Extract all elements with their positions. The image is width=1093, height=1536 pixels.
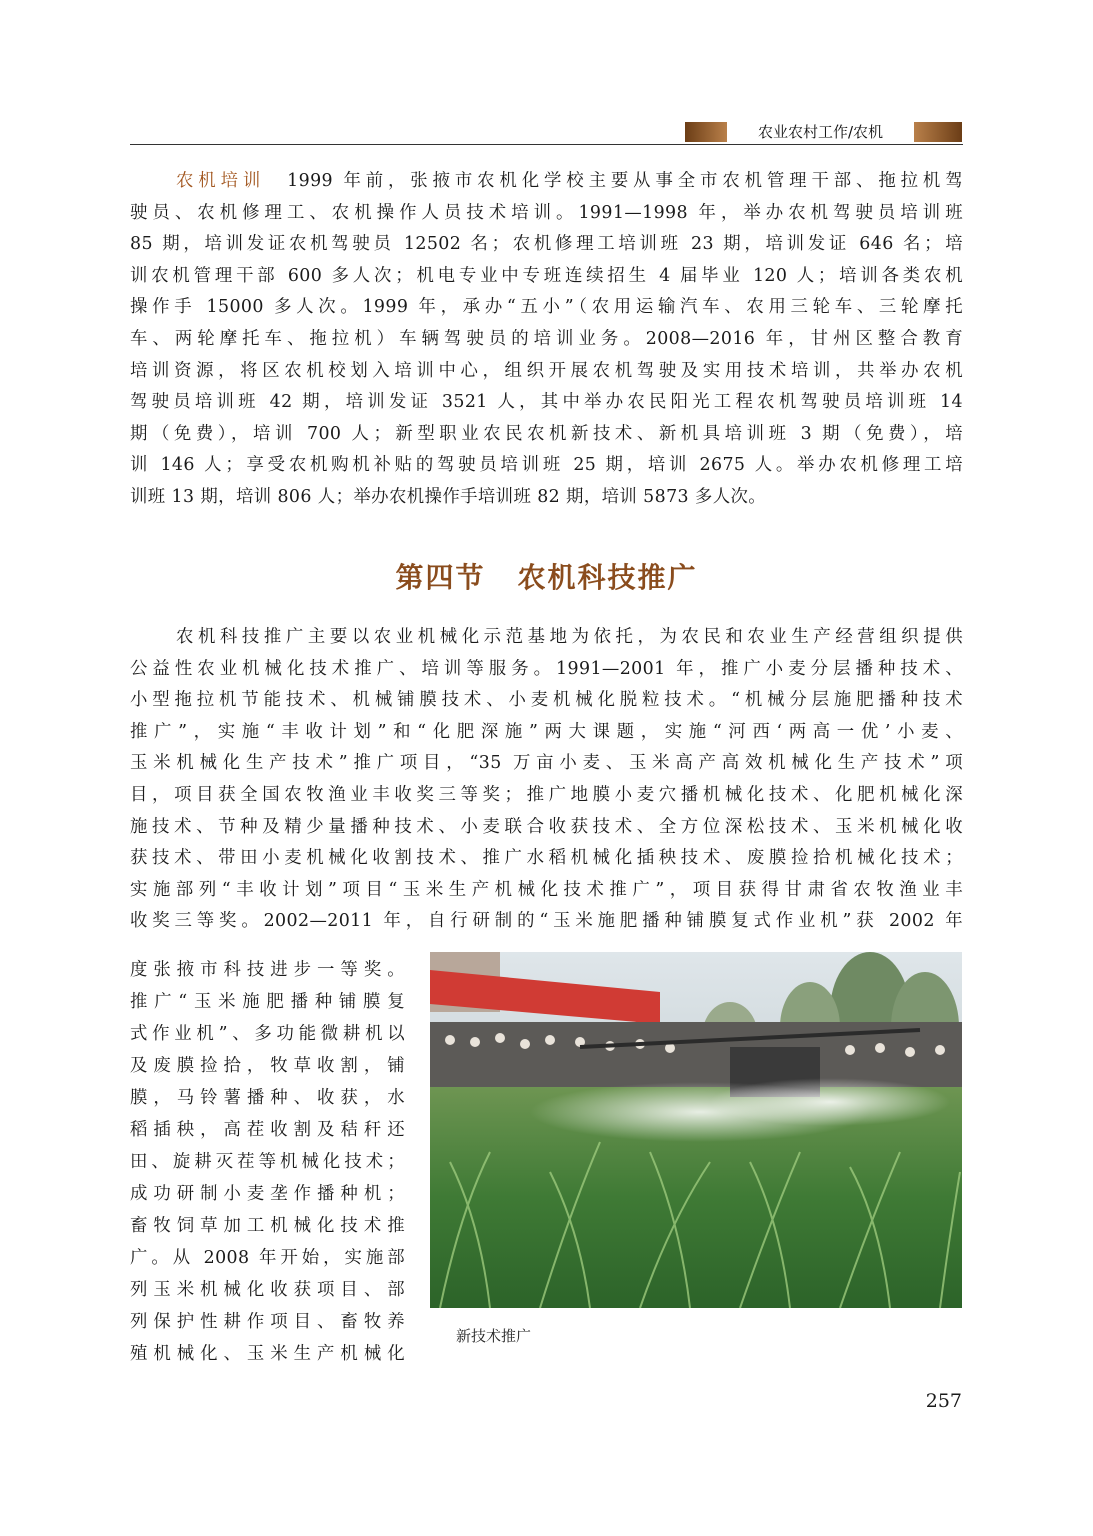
paragraph-line: 小型拖拉机节能技术、机械铺膜技术、小麦机械化脱粒技术。“机械分层施肥播种技术 <box>130 690 963 711</box>
paragraph-line: 度张掖市科技进步一等奖。 <box>130 960 405 980</box>
paragraph-line: 推广”，实施“丰收计划”和“化肥深施”两大课题，实施“河西‘两高一优’小麦、 <box>130 721 963 742</box>
paragraph-line: 膜，马铃薯播种、收获，水 <box>130 1088 405 1108</box>
paragraph-line: 训农机管理干部 600 多人次；机电专业中专班连续招生 4 届毕业 120 人；培训各类农机 <box>130 265 963 286</box>
section-name: 农机科技推广 <box>517 561 698 594</box>
paragraph-line: 广。从 2008 年开始，实施部 <box>130 1248 405 1268</box>
header-decor-left <box>685 122 727 142</box>
paragraph-line: 稻插秧，高茬收割及秸秆还 <box>130 1120 405 1140</box>
paragraph-line: 推广“玉米施肥播种铺膜复 <box>130 992 405 1012</box>
paragraph-line: 列保护性耕作项目、畜牧养 <box>130 1312 405 1332</box>
header-decor-right <box>914 122 962 142</box>
paragraph-line: 车、两轮摩托车、拖拉机）车辆驾驶员的培训业务。2008—2016 年，甘州区整合教育 <box>130 328 963 349</box>
paragraph-line: 驾驶员培训班 42 期，培训发证 3521 人，其中举办农民阳光工程农机驾驶员培训班 14 <box>130 392 963 413</box>
paragraph-line: 实施部列“丰收计划”项目“玉米生产机械化技术推广”，项目获得甘肃省农牧渔业丰 <box>130 879 963 900</box>
paragraph-line: 列玉米机械化收获项目、部 <box>130 1280 405 1300</box>
promotion-paragraph <box>130 622 963 938</box>
page-number: 257 <box>925 1390 962 1412</box>
paragraph-line: 式作业机”、多功能微耕机以 <box>130 1024 405 1044</box>
paragraph-line: 田、旋耕灭茬等机械化技术； <box>130 1152 405 1172</box>
training-paragraph <box>130 166 963 514</box>
paragraph-line: 85 期，培训发证农机驾驶员 12502 名；农机修理工培训班 23 期，培训发证 646 名；培 <box>130 234 963 255</box>
section-heading <box>130 556 963 600</box>
paragraph-line: 玉米机械化生产技术”推广项目，“35 万亩小麦、玉米高产高效机械化生产技术”项 <box>130 753 963 774</box>
paragraph-line: 目，项目获全国农牧渔业丰收奖三等奖；推广地膜小麦穴播机械化技术、化肥机械化深 <box>130 784 963 805</box>
paragraph-line: 施技术、节种及精少量播种技术、小麦联合收获技术、全方位深松技术、玉米机械化收 <box>130 816 963 837</box>
photo-caption: 新技术推广 <box>456 1327 532 1345</box>
paragraph-line: 收奖三等奖。2002—2011 年，自行研制的“玉米施肥播种铺膜复式作业机”获 2002 年 <box>130 911 963 932</box>
paragraph-line: 公益性农业机械化技术推广、培训等服务。1991—2001 年，推广小麦分层播种技术、 <box>130 658 963 679</box>
running-header-title: 农业农村工作/农机 <box>757 123 884 141</box>
paragraph-line: 及废膜捡拾，牧草收割，铺 <box>130 1056 405 1076</box>
section-number: 第四节 <box>395 561 486 594</box>
paragraph-line: 操作手 15000 多人次。1999 年，承办“五小”（农用运输汽车、农用三轮车、三轮摩托 <box>130 297 963 318</box>
paragraph-line: 期（免费），培训 700 人；新型职业农民农机新技术、新机具培训班 3 期（免费），培 <box>130 423 963 444</box>
paragraph-line: 训 146 人；享受农机购机补贴的驾驶员培训班 25 期，培训 2675 人。举办农机修理工培 <box>130 455 963 476</box>
paragraph-line: 殖机械化、玉米生产机械化 <box>130 1344 405 1364</box>
paragraph-line: 驶员、农机修理工、农机操作人员技术培训。1991—1998 年，举办农机驾驶员培训班 <box>130 202 963 223</box>
paragraph-line <box>130 166 963 198</box>
paragraph-line: 训班 13 期，培训 806 人；举办农机操作手培训班 82 期，培训 5873 多人次。 <box>130 486 767 507</box>
paragraph-line: 培训资源，将区农机校划入培训中心，组织开展农机驾驶及实用技术培训，共举办农机 <box>130 360 963 381</box>
paragraph-line: 农机科技推广主要以农业机械化示范基地为依托，为农民和农业生产经营组织提供 <box>176 627 963 647</box>
header-rule <box>130 144 963 145</box>
paragraph-line: 畜牧饲草加工机械化技术推 <box>130 1216 405 1236</box>
promotion-paragraph-wrap <box>130 954 408 1370</box>
paragraph-line: 获技术、带田小麦机械化收割技术、推广水稻机械化插秧技术、废膜捡拾机械化技术； <box>130 848 963 869</box>
paragraph-line: 成功研制小麦垄作播种机； <box>130 1184 405 1204</box>
keyword-heading: 农机培训 <box>176 171 266 191</box>
paragraph-line-text: 1999 年前，张掖市农机化学校主要从事全市农机管理干部、拖拉机驾 <box>287 171 963 191</box>
field-spraying-photo <box>430 952 962 1308</box>
